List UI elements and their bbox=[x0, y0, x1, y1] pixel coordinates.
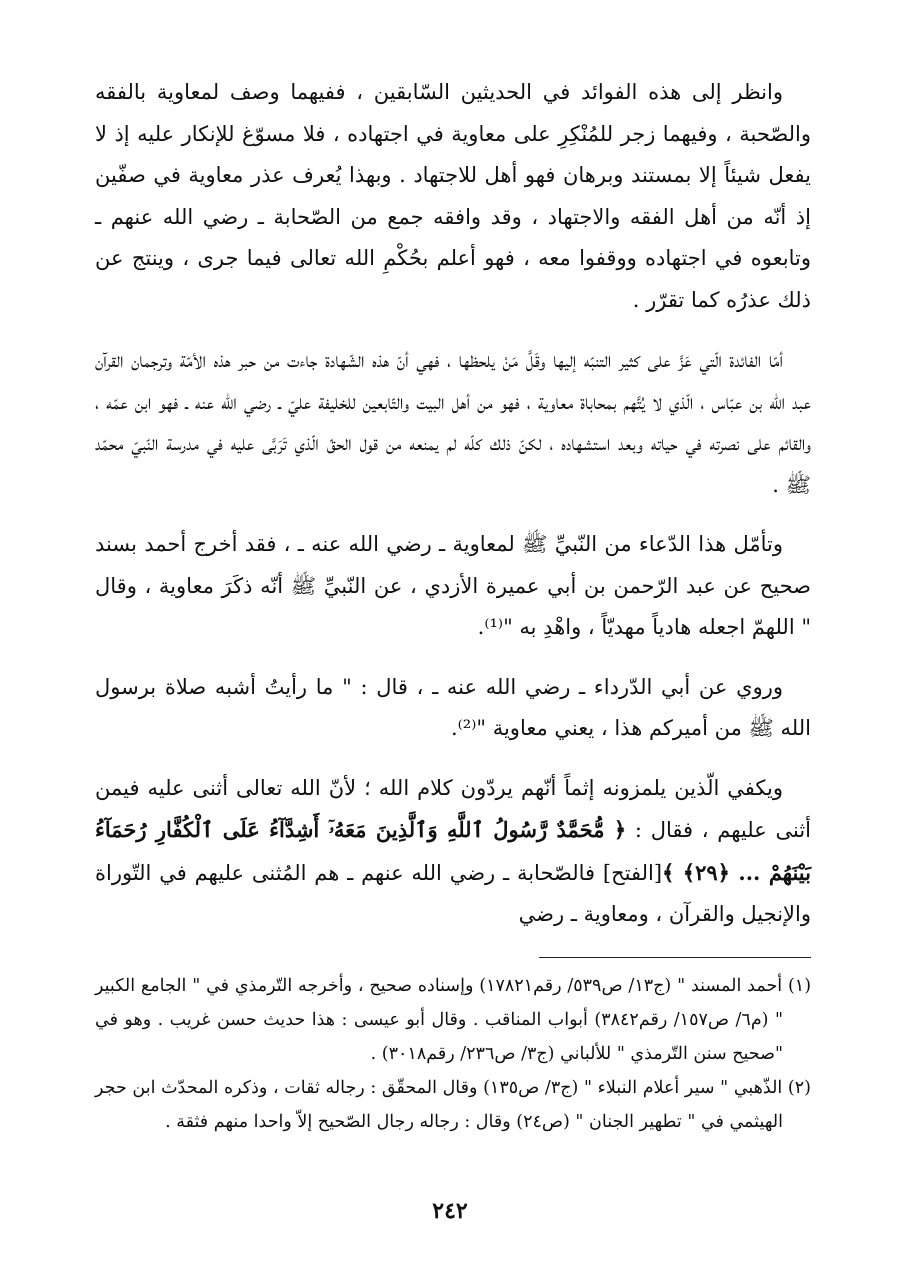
paragraph-dua: وتأمّل هذا الدّعاء من النّبيِّ ﷺ لمعاوية ـ رضي الله عنه ـ ، فقد أخرج أحمد بسند صحيح عن عبد الرّحمن بن أبي عميرة الأزدي ، عن النّبيِّ ﷺ أنّه ذكَرَ معاوية ، وقال " اللهمّ اجعله هادياً مهديّاً ، واهْدِ به "⁽¹⁾. bbox=[95, 532, 811, 639]
paragraph-quran bbox=[95, 768, 811, 936]
footnote-2: (٢) الذّهبي " سير أعلام النبلاء " (ج٣/ ص١٣٥) وقال المحقّق : رجاله ثقات ، وذكره المحدّث ابن حجر الهيثمي في " تطهير الجنان " (ص٢٤) وقال : رجاله رجال الصّحيح إلاّ واحدا منهم فثقة . bbox=[95, 1078, 811, 1132]
main-text bbox=[95, 72, 811, 954]
surah-reference: [الفتح] bbox=[602, 860, 663, 885]
paragraph-ibn-abbas: أمّا الفائدة الّتي عَزَّ على كثير التنبّه إليها وقَلَّ مَنْ يلحظها ، فهي أنّ هذه الشّهادة جاءت من حبر هذه الأمّة وترجمان القرآن عبد الله بن عبّاس ، الّذي لا يُتَّهم بمحاباة معاوية ، فهو من أهل البيت والتّابعين للخليفة عليّ ـ رضي الله عنه ـ فهو ابن عمّه ، والقائم على نصرته في حياته وبعد استشهاده ، لكنّ ذلك كلّه لم يمنعه من قول الحقّ الّذي تَرَبَّى عليه في مدرسة النّبيّ محمّد ﷺ . bbox=[95, 348, 811, 497]
quran-verse: ﴿ مُّحَمَّدٌ رَّسُولُ ٱللَّهِ وَٱلَّذِينَ مَعَهُۥٓ أَشِدَّآءُ عَلَى ٱلْكُفَّارِ رُحَمَآءُ بَيْنَهُمْ ... ﴿٢٩﴾ ﴾ bbox=[95, 817, 811, 885]
footnote-1: (١) أحمد المسند " (ج١٣/ ص٥٣٩/ رقم١٧٨٢١) وإسناده صحيح ، وأخرجه التّرمذي في " الجامع الكبير " (م٦/ ص١٥٧/ رقم٣٨٤٢) أبواب المناقب . وقال أبو عيسى : هذا حديث حسن غريب . وهو في "صحيح سنن التّرمذي " للألباني (ج٣/ ص٢٣٦/ رقم٣٠١٨) . bbox=[95, 976, 812, 1064]
last-para-start: ويكفي الّذين يلمزونه إثماً أنّهم يردّون كلام الله ؛ لأنّ الله تعالى أثنى عليه فيمن أثنى عليهم ، فقال : bbox=[95, 775, 811, 842]
page-number: ٢٤٢ bbox=[432, 1198, 468, 1224]
paragraph-abu-darda: وروي عن أبي الدّرداء ـ رضي الله عنه ـ ، قال : " ما رأيتُ أشبه صلاة برسول الله ﷺ من أميركم هذا ، يعني معاوية "⁽²⁾. bbox=[95, 674, 811, 740]
footnotes bbox=[95, 969, 811, 1139]
paragraph-fiqh: وانظر إلى هذه الفوائد في الحديثين السّابقين ، ففيهما وصف لمعاوية بالفقه والصّحبة ، وفيهما زجر للمُنْكِرِ على معاوية في اجتهاده ، فلا مسوّغ للإنكار عليه إذ لا يفعل شيئاً إلا بمستند وبرهان فهو أهل للاجتهاد . وبهذا يُعرف عذر معاوية في صفّين إذ أنّه من أهل الفقه والاجتهاد ، وقد وافقه جمع من الصّحابة ـ رضي الله عنهم ـ وتابعوه في اجتهاده ووقفوا معه ، فهو أعلم بحُكْمِ الله تعالى فيما جرى ، وينتج عن ذلك عذرُه كما تقرّر . bbox=[95, 80, 811, 312]
last-para-end: فالصّحابة ـ رضي الله عنهم ـ هم المُثنى عليهم في التّوراة والإنجيل والقرآن ، ومعاوية ـ رضي bbox=[95, 860, 811, 926]
footnote-separator bbox=[539, 957, 811, 958]
